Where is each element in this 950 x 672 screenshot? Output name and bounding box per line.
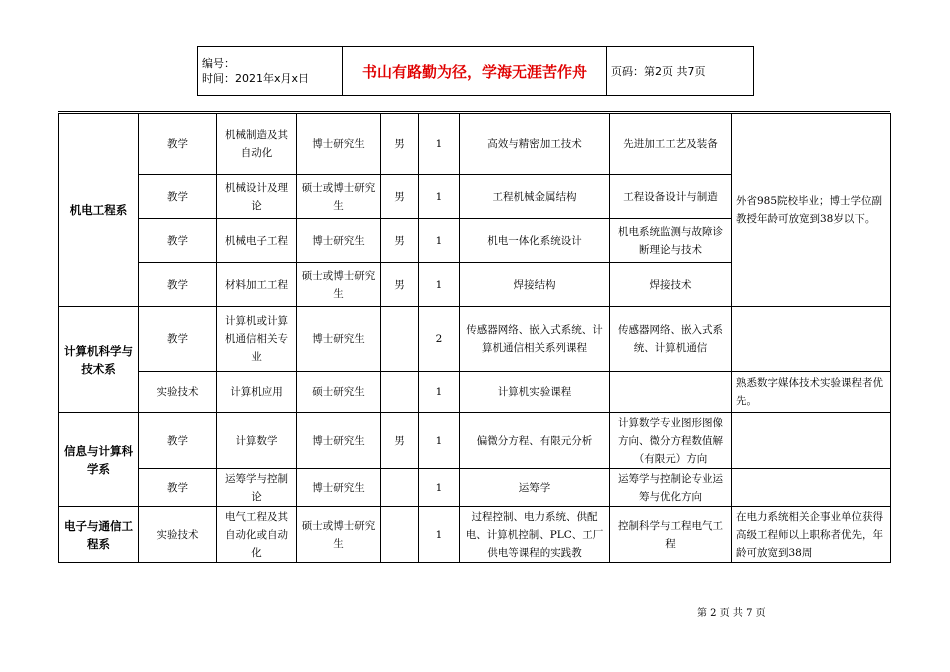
- degree-cell: 硕士或博士研究生: [297, 175, 381, 219]
- post-cell: 实验技术: [139, 372, 217, 413]
- post-cell: 教学: [139, 175, 217, 219]
- degree-cell: 硕士或博士研究生: [297, 507, 381, 563]
- gender-cell: 男: [381, 219, 419, 263]
- direction-cell: 机电系统监测与故障诊断理论与技术: [610, 219, 732, 263]
- major-cell: 机械制造及其自动化: [217, 114, 297, 175]
- post-cell: 教学: [139, 469, 217, 507]
- degree-cell: 博士研究生: [297, 469, 381, 507]
- requirement-cell: 外省985院校毕业；博士学位副教授年龄可放宽到38岁以下。: [732, 114, 891, 307]
- count-cell: 1: [419, 413, 460, 469]
- major-cell: 计算机或计算机通信相关专业: [217, 307, 297, 372]
- count-cell: 2: [419, 307, 460, 372]
- requirement-cell: 熟悉数字媒体技术实验课程者优先。: [732, 372, 891, 413]
- requirement-cell: [732, 469, 891, 507]
- dept-cell: 信息与计算科学系: [59, 413, 139, 507]
- direction-cell: 运筹学与控制论专业运筹与优化方向: [610, 469, 732, 507]
- gender-cell: 男: [381, 175, 419, 219]
- page-footer: 第 2 页 共 7 页: [697, 608, 766, 619]
- top-rule: [58, 111, 890, 112]
- requirement-cell: [732, 413, 891, 469]
- degree-cell: 硕士研究生: [297, 372, 381, 413]
- requirement-cell: [732, 307, 891, 372]
- table-row: [59, 114, 891, 175]
- course-cell: 机电一体化系统设计: [460, 219, 610, 263]
- major-cell: 计算数学: [217, 413, 297, 469]
- number-label: 编号：: [202, 57, 235, 70]
- course-cell: 焊接结构: [460, 263, 610, 307]
- recruitment-table: [58, 113, 891, 563]
- table-row: [59, 413, 891, 469]
- course-cell: 过程控制、电力系统、供配电、计算机控制、PLC、工厂供电等课程的实践教: [460, 507, 610, 563]
- header-table: [197, 46, 754, 96]
- degree-cell: 博士研究生: [297, 413, 381, 469]
- major-cell: 材料加工工程: [217, 263, 297, 307]
- count-cell: 1: [419, 114, 460, 175]
- table-row: [59, 507, 891, 563]
- dept-cell: 计算机科学与技术系: [59, 307, 139, 413]
- major-cell: 计算机应用: [217, 372, 297, 413]
- post-cell: 教学: [139, 263, 217, 307]
- gender-cell: [381, 372, 419, 413]
- major-cell: 机械设计及理论: [217, 175, 297, 219]
- post-cell: 教学: [139, 413, 217, 469]
- count-cell: 1: [419, 372, 460, 413]
- degree-cell: 博士研究生: [297, 307, 381, 372]
- time-label: 时间：2021年x月x日: [202, 72, 310, 85]
- course-cell: 运筹学: [460, 469, 610, 507]
- count-cell: 1: [419, 507, 460, 563]
- post-cell: 教学: [139, 307, 217, 372]
- dept-cell: 机电工程系: [59, 114, 139, 307]
- direction-cell: 先进加工工艺及装备: [610, 114, 732, 175]
- count-cell: 1: [419, 219, 460, 263]
- count-cell: 1: [419, 263, 460, 307]
- course-cell: 传感器网络、嵌入式系统、计算机通信相关系列课程: [460, 307, 610, 372]
- count-cell: 1: [419, 175, 460, 219]
- degree-cell: 博士研究生: [297, 114, 381, 175]
- major-cell: 电气工程及其自动化或自动化: [217, 507, 297, 563]
- direction-cell: 控制科学与工程电气工程: [610, 507, 732, 563]
- direction-cell: 计算数学专业图形图像方向、微分方程数值解（有限元）方向: [610, 413, 732, 469]
- header-meta: [198, 47, 343, 96]
- major-cell: 机械电子工程: [217, 219, 297, 263]
- direction-cell: [610, 372, 732, 413]
- course-cell: 计算机实验课程: [460, 372, 610, 413]
- requirement-cell: 在电力系统相关企事业单位获得高级工程师以上职称者优先，年龄可放宽到38周: [732, 507, 891, 563]
- post-cell: 教学: [139, 114, 217, 175]
- post-cell: 教学: [139, 219, 217, 263]
- page-label: 页码：第2页 共7页: [607, 47, 754, 96]
- count-cell: 1: [419, 469, 460, 507]
- table-row: [59, 307, 891, 372]
- gender-cell: [381, 507, 419, 563]
- gender-cell: 男: [381, 413, 419, 469]
- post-cell: 实验技术: [139, 507, 217, 563]
- direction-cell: 传感器网络、嵌入式系统、计算机通信: [610, 307, 732, 372]
- gender-cell: 男: [381, 114, 419, 175]
- direction-cell: 工程设备设计与制造: [610, 175, 732, 219]
- course-cell: 工程机械金属结构: [460, 175, 610, 219]
- dept-cell: 电子与通信工程系: [59, 507, 139, 563]
- motto: 书山有路勤为径，学海无涯苦作舟: [343, 47, 607, 96]
- direction-cell: 焊接技术: [610, 263, 732, 307]
- gender-cell: [381, 469, 419, 507]
- degree-cell: 博士研究生: [297, 219, 381, 263]
- major-cell: 运筹学与控制论: [217, 469, 297, 507]
- degree-cell: 硕士或博士研究生: [297, 263, 381, 307]
- gender-cell: 男: [381, 263, 419, 307]
- course-cell: 偏微分方程、有限元分析: [460, 413, 610, 469]
- gender-cell: [381, 307, 419, 372]
- table-row: [59, 469, 891, 507]
- course-cell: 高效与精密加工技术: [460, 114, 610, 175]
- table-row: [59, 372, 891, 413]
